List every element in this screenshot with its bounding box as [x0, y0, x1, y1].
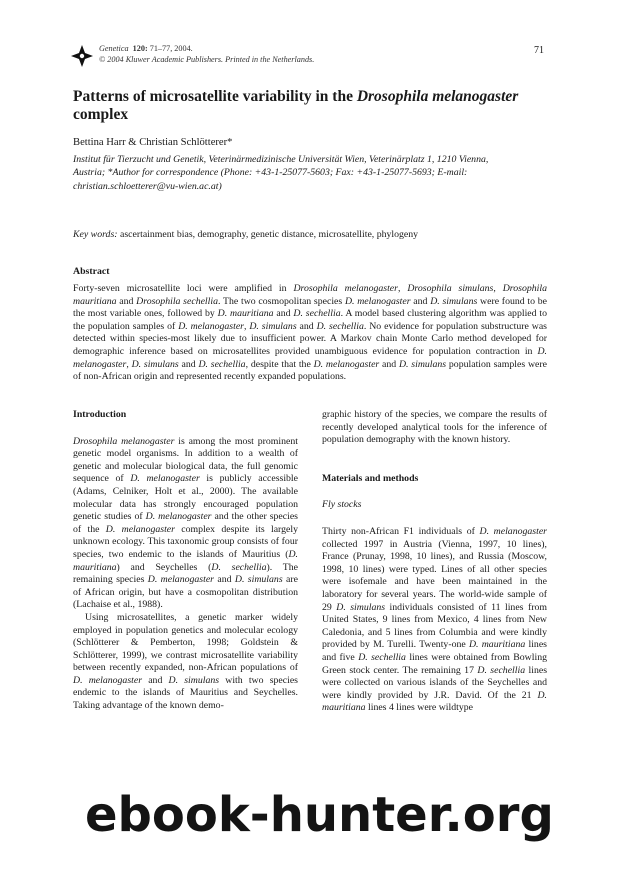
- abstract-heading: Abstract: [73, 266, 110, 277]
- left-column: [73, 409, 298, 713]
- introduction-text-split: with two species endemic to the islands of Mauritius and Seychelles. Taking advantage of the known demo-: [73, 674, 298, 712]
- right-column: [322, 409, 547, 715]
- journal-citation: [99, 43, 314, 65]
- methods-paragraph: Thirty non-African F1 individuals of D. melanogaster collected 1997 in Austria (Vienna, 1997, 10 lines), France (Prunay, 1998, 10 lines), and Russia (Moscow, 1998, 10 lines) were typed. Lines of all other species were isofemale and have been maintained in the laboratory for several years. The world-wide sample of 29 D. simulans individuals consisted of 11 lines from United States, 9 lines from Mexico, 4 lines from New Caledonia, and 5 lines from Columbia and were kindly provided by M. Turelli. Twenty-one D. mauritiana lines and five D. sechellia lines were obtained from Bowling Green stock center. The remaining 17 D. sechellia lines were collected on various islands of the Seychelles and were kindly provided by J.R. David. Of the 21 D. mauritiana lines 4 lines were wildtype: [322, 525, 548, 714]
- methods-heading: Materials and methods: [322, 472, 419, 484]
- journal-name: Genetica: [99, 44, 129, 53]
- introduction-heading: Introduction: [73, 409, 127, 420]
- paper-title: [73, 88, 543, 124]
- keywords-text: ascertainment bias, demography, genetic distance, microsatellite, phylogeny: [117, 229, 419, 240]
- journal-volume: 120:: [132, 44, 148, 53]
- keywords: [73, 229, 547, 240]
- affiliation-line: Institut für Tierzucht und Genetik, Veterinärmedizinische Universität Wien, Veterinärplatz 1, 1210 Vienna,: [73, 154, 489, 165]
- page-number: 71: [534, 45, 544, 56]
- journal-pages: 71–77, 2004.: [149, 44, 193, 53]
- affiliation-line: Austria; *Author for correspondence (Phone: +43-1-25077-5603; Fax: +43-1-25077-5693; E-mail:: [73, 167, 468, 179]
- copyright-line: © 2004 Kluwer Academic Publishers. Printed in the Netherlands.: [99, 55, 315, 64]
- affiliation-line: christian.schloetterer@vu-wien.ac.at): [73, 180, 222, 192]
- author-list: Bettina Harr & Christian Schlötterer*: [73, 137, 233, 148]
- fly-stocks-subheading: Fly stocks: [322, 499, 362, 511]
- introduction-text-split: graphic history of the species, we compare the results of recently developed analytical tools for the inference of population demography with the known history.: [322, 409, 547, 446]
- affiliation: [73, 153, 547, 193]
- title-text: Patterns of microsatellite variability in the: [73, 88, 357, 105]
- watermark-text: ebook-hunter.org: [85, 787, 554, 843]
- abstract-text: Forty-seven microsatellite loci were amplified in Drosophila melanogaster, Drosophila simulans, Drosophila mauritiana and Drosophila sechellia. The two cosmopolitan species D. melanogaster and D. simulans were found to be the most variable ones, followed by D. mauritiana and D. sechellia. A model based clustering algorithm was applied to the population samples of D. melanogaster, D. simulans and D. sechellia. No evidence for population substructure was detected within species-most likely due to insufficient power. A Markov chain Monte Carlo method developed for demographic inference based on microsatellites provided unambiguous evidence for population contraction in D. melanogaster, D. simulans and D. sechellia, despite that the D. melanogaster and D. simulans population samples were of non-African origin and represented recently expanded populations.: [73, 283, 548, 383]
- title-species: Drosophila melanogaster: [356, 88, 519, 105]
- title-text-end: complex: [73, 106, 129, 123]
- introduction-paragraph: Drosophila melanogaster is among the most prominent genetic model organisms. In addition to a wealth of genetic and molecular biological data, the full genomic sequence of D. melanogaster is publicly accessible (Adams, Celniker, Holt et al., 2000). The available molecular data has strongly encouraged population genetic studies of D. melanogaster and the other species of the D. melanogaster complex despite its largely unknown ecology. This taxonomic group consists of four species, two endemic to the islands of Mauritius (D. mauritiana) and Seychelles (D. sechellia). The remaining species D. melanogaster and D. simulans are of African origin, but have a cosmopolitan distribution (Lachaise et al., 1988).: [73, 435, 299, 611]
- introduction-paragraph: Using microsatellites, a genetic marker widely employed in population genetics and molecular ecology (Schlötterer & Pemberton, 1998; Goldstein & Schlötterer, 1999), we contrast microsatellite variability between recently expanded, non-African populations of D. melanogaster and D. simulans with two species endemic to the islands of Mauritius and Seychelles. Taking advantage of the known demo-: [73, 611, 298, 712]
- publisher-logo-icon: [70, 44, 94, 68]
- introduction-paragraph-continued: [322, 409, 547, 447]
- keywords-label: Key words:: [73, 229, 118, 240]
